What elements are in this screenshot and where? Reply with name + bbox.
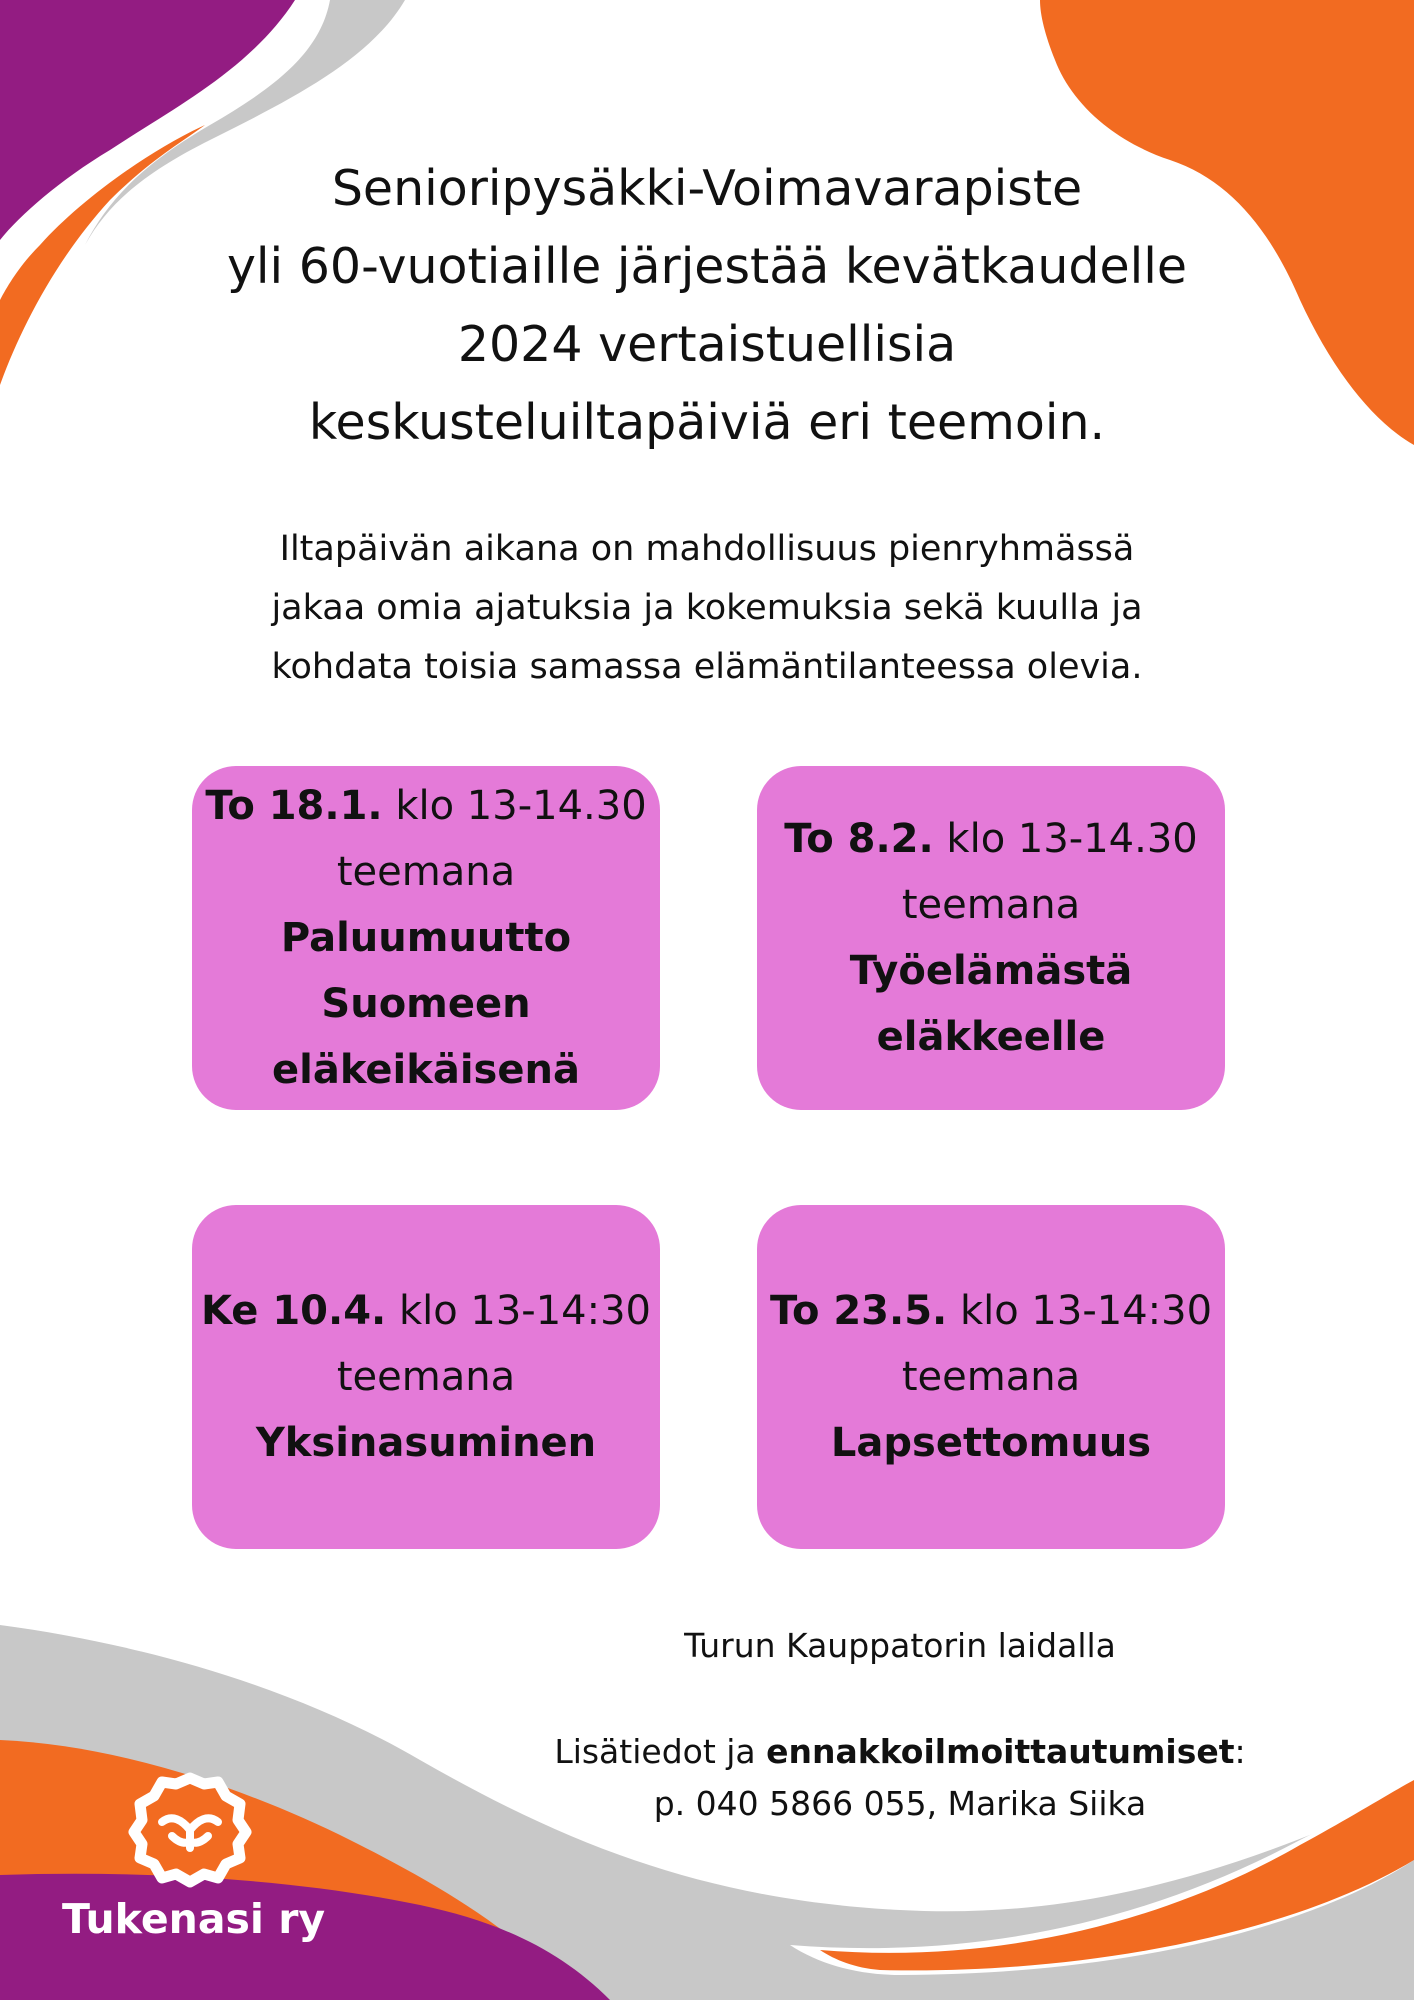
event-theme: Paluumuutto <box>280 915 572 961</box>
contact-registration: ennakkoilmoittautumiset <box>766 1732 1235 1771</box>
contact-phone: p. 040 5866 055, Marika Siika <box>653 1784 1147 1823</box>
event-theme: Yksinasuminen <box>255 1420 597 1466</box>
event-date: To 23.5. <box>769 1288 948 1334</box>
location-text: Turun Kauppatorin laidalla <box>684 1626 1116 1665</box>
contact-prefix: Lisätiedot ja <box>554 1732 756 1771</box>
title-line: 2024 vertaistuellisia <box>457 316 957 373</box>
event-time: klo 13-14.30 <box>946 816 1198 862</box>
contact-info <box>480 1726 1320 1830</box>
page-title <box>100 150 1314 462</box>
event-datetime <box>205 773 646 839</box>
intro-paragraph <box>140 520 1274 697</box>
event-card-3 <box>192 1205 660 1549</box>
event-theme: Suomeen <box>321 981 531 1027</box>
event-theme: eläkeikäisenä <box>272 1047 580 1093</box>
event-date: To 8.2. <box>784 816 934 862</box>
event-datetime <box>201 1278 651 1344</box>
event-date: Ke 10.4. <box>200 1288 387 1334</box>
intro-line: Iltapäivän aikana on mahdollisuus pienryhmässä <box>279 529 1135 569</box>
event-time: klo 13-14:30 <box>398 1288 652 1334</box>
event-theme: Työelämästä <box>849 948 1133 994</box>
organization-name: Tukenasi ry <box>62 1895 326 1943</box>
contact-suffix: : <box>1234 1732 1246 1771</box>
event-card-2 <box>757 766 1225 1110</box>
event-theme-label: teemana <box>901 882 1081 928</box>
event-theme-label: teemana <box>901 1354 1081 1400</box>
event-datetime <box>784 806 1197 872</box>
event-theme: Lapsettomuus <box>830 1420 1152 1466</box>
contact-registration-line <box>480 1726 1320 1778</box>
hexagon-people-logo-icon <box>128 1770 252 1888</box>
event-date: To 18.1. <box>205 783 383 829</box>
title-line: Senioripysäkki-Voimavarapiste <box>331 160 1083 217</box>
event-card-1 <box>192 766 660 1110</box>
title-line: keskusteluiltapäiviä eri teemoin. <box>308 394 1106 451</box>
event-theme-label: teemana <box>336 849 516 895</box>
intro-line: kohdata toisia samassa elämäntilanteessa olevia. <box>271 647 1143 687</box>
event-theme: eläkkeelle <box>876 1014 1106 1060</box>
event-time: klo 13-14:30 <box>959 1288 1213 1334</box>
intro-line: jakaa omia ajatuksia ja kokemuksia sekä kuulla ja <box>271 588 1143 628</box>
event-datetime <box>770 1278 1212 1344</box>
event-card-4 <box>757 1205 1225 1549</box>
title-line: yli 60-vuotiaille järjestää kevätkaudelle <box>226 238 1188 295</box>
event-theme-label: teemana <box>336 1354 516 1400</box>
event-time: klo 13-14.30 <box>395 783 647 829</box>
